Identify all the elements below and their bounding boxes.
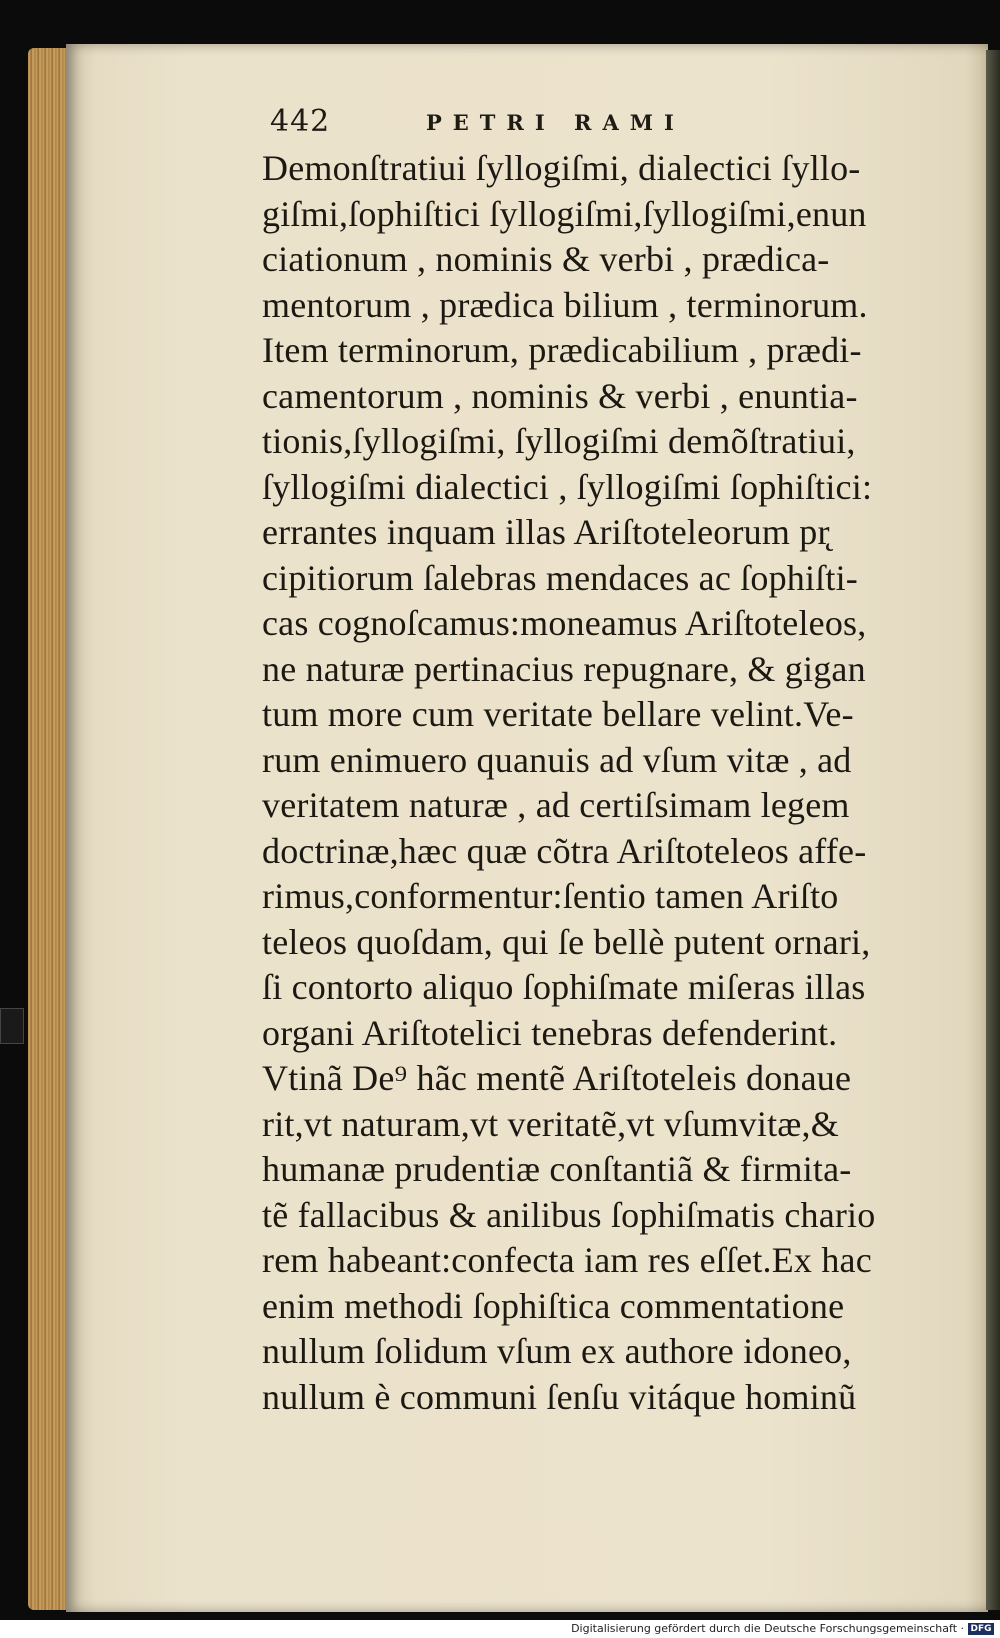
text-line: tum more cum veritate bellare velint.Ve- <box>262 694 854 734</box>
body-text <box>262 146 952 1420</box>
text-line: errantes inquam illas Ariſtoteleorum pr̨ <box>262 512 830 552</box>
text-line: teleos quoſdam, qui ſe bellè putent ornari, <box>262 921 871 962</box>
text-line: rem habeant:confecta iam res eſſet.Ex hac <box>262 1240 872 1280</box>
page-marker-tab <box>0 1008 24 1044</box>
text-line: rit,vt naturam,vt veritatẽ,vt vſumvitæ,& <box>262 1103 839 1144</box>
text-line: enim methodi ſophiſtica commentatione <box>262 1285 845 1326</box>
text-line: rum enimuero quanuis ad vſum vitæ , ad <box>262 739 852 780</box>
text-line: doctrinæ,hæc quæ cõtra Ariſtoteleos affe- <box>262 830 867 871</box>
text-line: ne naturæ pertinacius repugnare, & gigan <box>262 648 866 689</box>
text-line: tionis,ſyllogiſmi, ſyllogiſmi demõſtratiui, <box>262 421 856 461</box>
text-line: Vtinã De⁹ hãc mentẽ Ariſtoteleis donaue <box>262 1058 852 1098</box>
text-line: humanæ prudentiæ conſtantiã & firmita- <box>262 1149 852 1189</box>
text-line: giſmi,ſophiſtici ſyllogiſmi,ſyllogiſmi,enun <box>262 193 867 234</box>
text-line: ciationum , nominis & verbi , prædica- <box>262 239 830 279</box>
text-line: Item terminorum, prædicabilium , prædi- <box>262 330 862 370</box>
text-line: camentorum , nominis & verbi , enuntia- <box>262 375 858 416</box>
text-line: nullum è communi ſenſu vitáque hominũ <box>262 1376 857 1417</box>
footer-bar <box>0 1620 1000 1638</box>
text-line: veritatem naturæ , ad certiſsimam legem <box>262 785 850 825</box>
text-line: ſyllogiſmi dialectici , ſyllogiſmi ſophiſtici: <box>262 466 873 507</box>
page-number: 442 <box>270 104 331 139</box>
text-line: tẽ fallacibus & anilibus ſophiſmatis chario <box>262 1194 876 1235</box>
page-gutter <box>986 50 1000 1610</box>
text-line: cipitiorum ſalebras mendaces ac ſophiſti- <box>262 557 858 598</box>
dfg-logo: DFG <box>968 1623 994 1635</box>
text-line: organi Ariſtotelici tenebras defenderint. <box>262 1012 838 1053</box>
text-line: nullum ſolidum vſum ex authore idoneo, <box>262 1331 852 1371</box>
text-line: Demonſtratiui ſyllogiſmi, dialectici ſyllo- <box>262 148 861 188</box>
text-line: cas cognoſcamus:moneamus Ariſtoteleos, <box>262 603 867 643</box>
running-head: PETRI RAMI <box>426 110 685 135</box>
text-line: ſi contorto aliquo ſophiſmate miſeras illas <box>262 967 866 1007</box>
page-header <box>270 104 950 144</box>
text-line: mentorum , prædica bilium , terminorum. <box>262 284 868 325</box>
text-line: rimus,conformentur:ſentio tamen Ariſto <box>262 876 839 916</box>
funding-credit: Digitalisierung gefördert durch die Deutsche Forschungsgemeinschaft · <box>571 1622 964 1635</box>
